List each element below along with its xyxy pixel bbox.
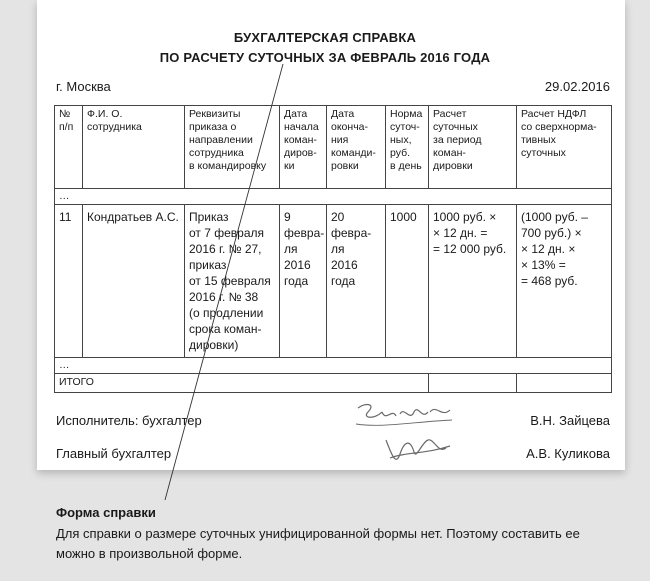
header-fio: Ф.И. О. сотрудника bbox=[83, 106, 185, 189]
row-start-date: 9 февра- ля 2016 года bbox=[280, 205, 327, 358]
row-fio: Кондратьев А.С. bbox=[83, 205, 185, 358]
row-calc: 1000 руб. × × 12 дн. = = 12 000 руб. bbox=[429, 205, 517, 358]
city: г. Москва bbox=[56, 79, 111, 94]
ellipsis-cell: … bbox=[55, 189, 612, 205]
header-end-date: Дата оконча- ния команди- ровки bbox=[327, 106, 386, 189]
total-label: ИТОГО bbox=[55, 374, 429, 393]
header-num: № п/п bbox=[55, 106, 83, 189]
row-num: 11 bbox=[55, 205, 83, 358]
header-norm: Норма суточ- ных, руб. в день bbox=[386, 106, 429, 189]
chief-name: А.В. Куликова bbox=[526, 446, 610, 461]
document-title-line2: ПО РАСЧЕТУ СУТОЧНЫХ ЗА ФЕВРАЛЬ 2016 ГОДА bbox=[159, 50, 491, 65]
executor-name: В.Н. Зайцева bbox=[530, 413, 610, 428]
row-norm: 1000 bbox=[386, 205, 429, 358]
ellipsis-cell: … bbox=[55, 358, 612, 374]
document-title-line1: БУХГАЛТЕРСКАЯ СПРАВКА bbox=[233, 30, 417, 45]
executor-label: Исполнитель: бухгалтер bbox=[56, 413, 202, 428]
row-end-date: 20 февра- ля 2016 года bbox=[327, 205, 386, 358]
document-date: 29.02.2016 bbox=[544, 79, 610, 94]
header-calc: Расчет суточных за период коман- дировки bbox=[429, 106, 517, 189]
caption-text: Для справки о размере суточных унифицированной формы нет. Поэтому составить ее можно в произвольной форме. bbox=[56, 526, 580, 561]
header-order: Реквизиты приказа о направлении сотрудника в командировку bbox=[185, 106, 280, 189]
row-ndfl: (1000 руб. – 700 руб.) × × 12 дн. × × 13% = = 468 руб. bbox=[517, 205, 612, 358]
header-start-date: Дата начала коман- диров- ки bbox=[280, 106, 327, 189]
caption-heading: Форма справки bbox=[56, 505, 156, 520]
header-ndfl: Расчет НДФЛ со сверхнорма- тивных суточных bbox=[517, 106, 612, 189]
chief-label: Главный бухгалтер bbox=[56, 446, 172, 461]
row-order: Приказ от 7 февраля 2016 г. № 27, приказ от 15 февраля 2016 г. № 38 (о продлении срока коман- дировки) bbox=[185, 205, 280, 358]
